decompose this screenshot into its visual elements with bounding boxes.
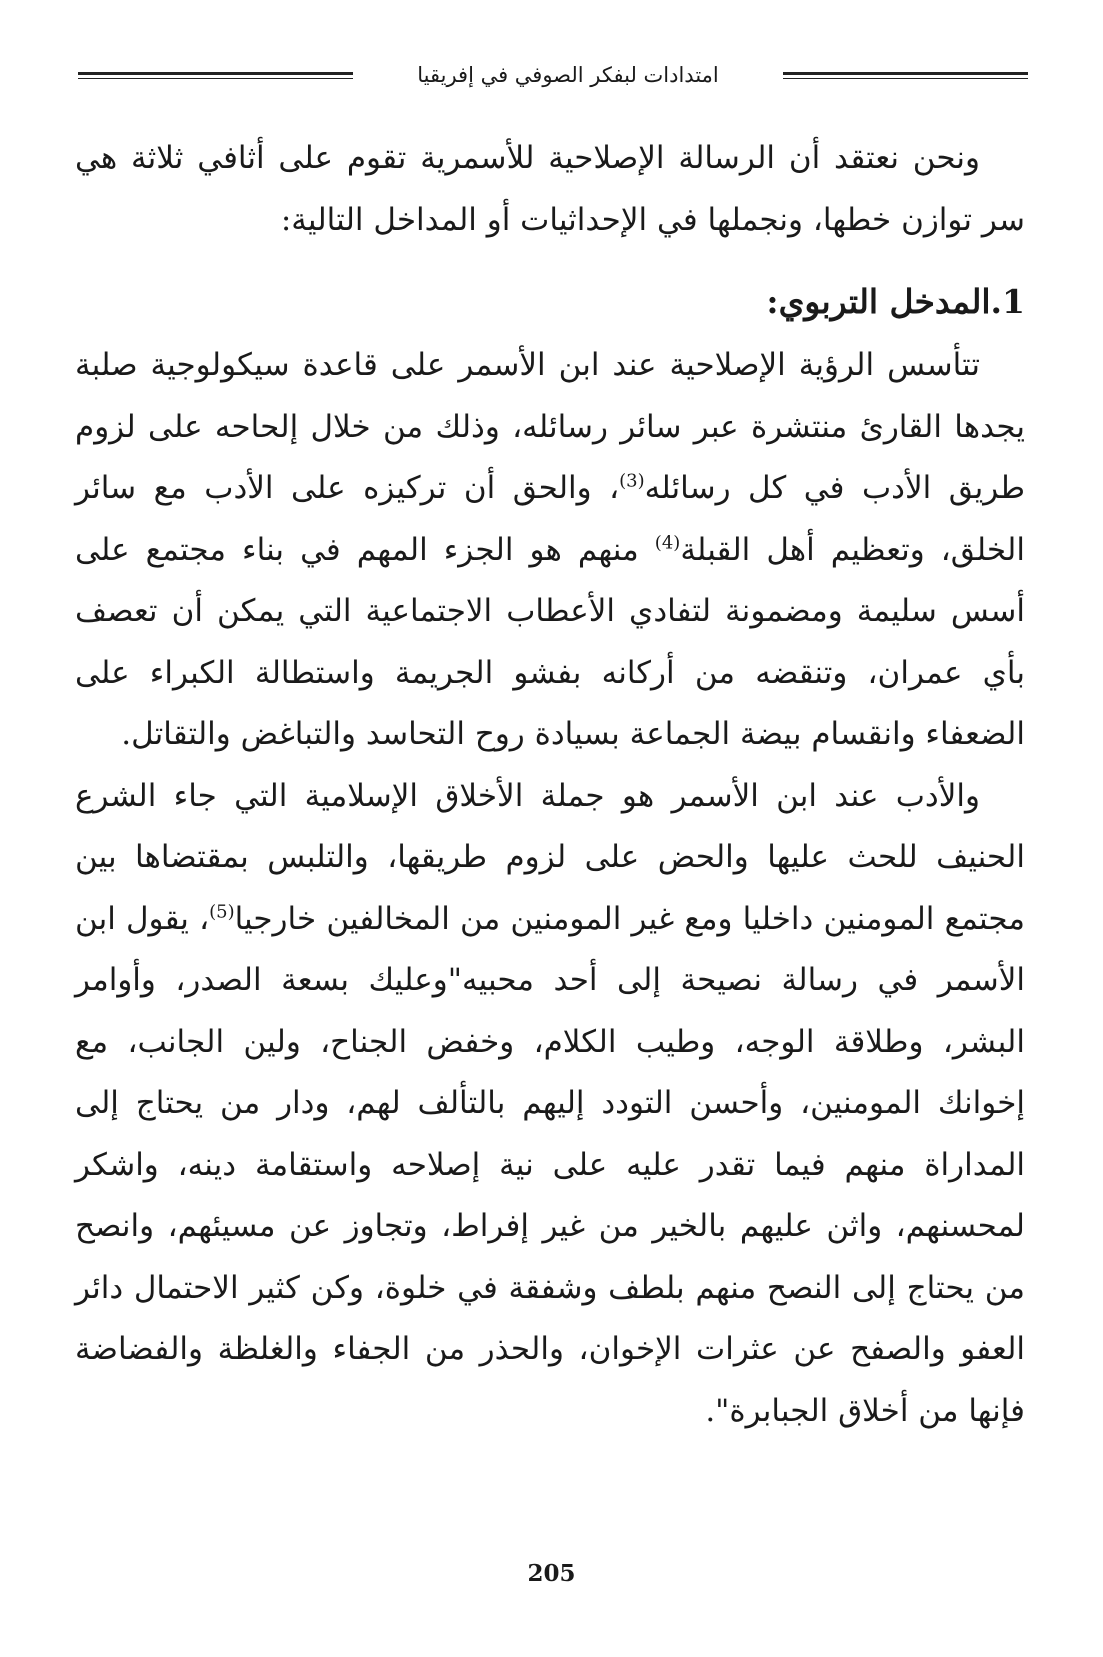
- running-header: [78, 58, 1028, 94]
- paragraph-text: والأدب عند ابن الأسمر هو جملة الأخلاق الإسلامية التي جاء الشرع الحنيف للحث عليها والحض على لزوم طريقها، والتلبس بمقتضاها بين مجتمع المومنين داخليا ومع غير المومنين من المخالفين خارجيا: [75, 777, 1025, 937]
- paragraph-text: ، والحق أن تركيزه على الأدب مع سائر الخلق، وتعظيم أهل القبلة: [75, 470, 1025, 568]
- header-rule-right: [783, 72, 1028, 79]
- page-number: 205: [527, 1560, 576, 1587]
- paragraph-text: منهم هو الجزء المهم في بناء مجتمع على أسس سليمة ومضمونة لتفادي الأعطاب الاجتماعية التي يمكن أن تعصف بأي عمران، وتنقضه من أركانه بفشو الجريمة واستطالة الكبراء على الضعفاء وانقسام بيضة الجماعة بسيادة روح التحاسد والتباغض والتقاتل.: [75, 531, 1025, 752]
- footnote-ref-3: (3): [619, 470, 645, 492]
- header-rule-left: [78, 72, 353, 79]
- paragraph-educational-approach: [75, 335, 1025, 766]
- section-heading: 1.المدخل التربوي:: [766, 282, 1025, 321]
- paragraph-text: ، يقول ابن الأسمر في رسالة نصيحة إلى أحد محبيه"وعليك بسعة الصدر، وأوامر البشر، وطلاقة الوجه، وطيب الكلام، وخفض الجناح، ولين الجانب، مع إخوانك المومنين، وأحسن التودد إليهم بالتألف لهم، ودار من يحتاج إلى المداراة منهم فيما تقدر عليه على نية إصلاحه واستقامة دينه، واشكر لمحسنهم، واثن عليهم بالخير من غير إفراط، وتجاوز عن مسيئهم، وانصح من يحتاج إلى النصح منهم بلطف وشفقة في خلوة، وكن كثير الاحتمال دائر العفو والصفح عن عثرات الإخوان، والحذر من الجفاء والغلظة والفضاضة فإنها من أخلاق الجبابرة".: [75, 900, 1026, 1429]
- page-body: [75, 128, 1025, 1442]
- intro-paragraph: ونحن نعتقد أن الرسالة الإصلاحية للأسمرية تقوم على أثافي ثلاثة هي سر توازن خطها، ونجملها في الإحداثيات أو المداخل التالية:: [75, 140, 1025, 238]
- paragraph-adab-definition: [75, 766, 1025, 1443]
- paragraph-text: تتأسس الرؤية الإصلاحية عند ابن الأسمر على قاعدة سيكولوجية صلبة يجدها القارئ منتشرة عبر سائر رسائله، وذلك من خلال إلحاحه على لزوم طريق الأدب في كل رسائله: [75, 347, 1026, 506]
- footnote-ref-4: (4): [654, 532, 681, 554]
- footnote-ref-5: (5): [209, 901, 235, 923]
- running-title: امتدادات لبفكر الصوفي في إفريقيا: [417, 63, 719, 87]
